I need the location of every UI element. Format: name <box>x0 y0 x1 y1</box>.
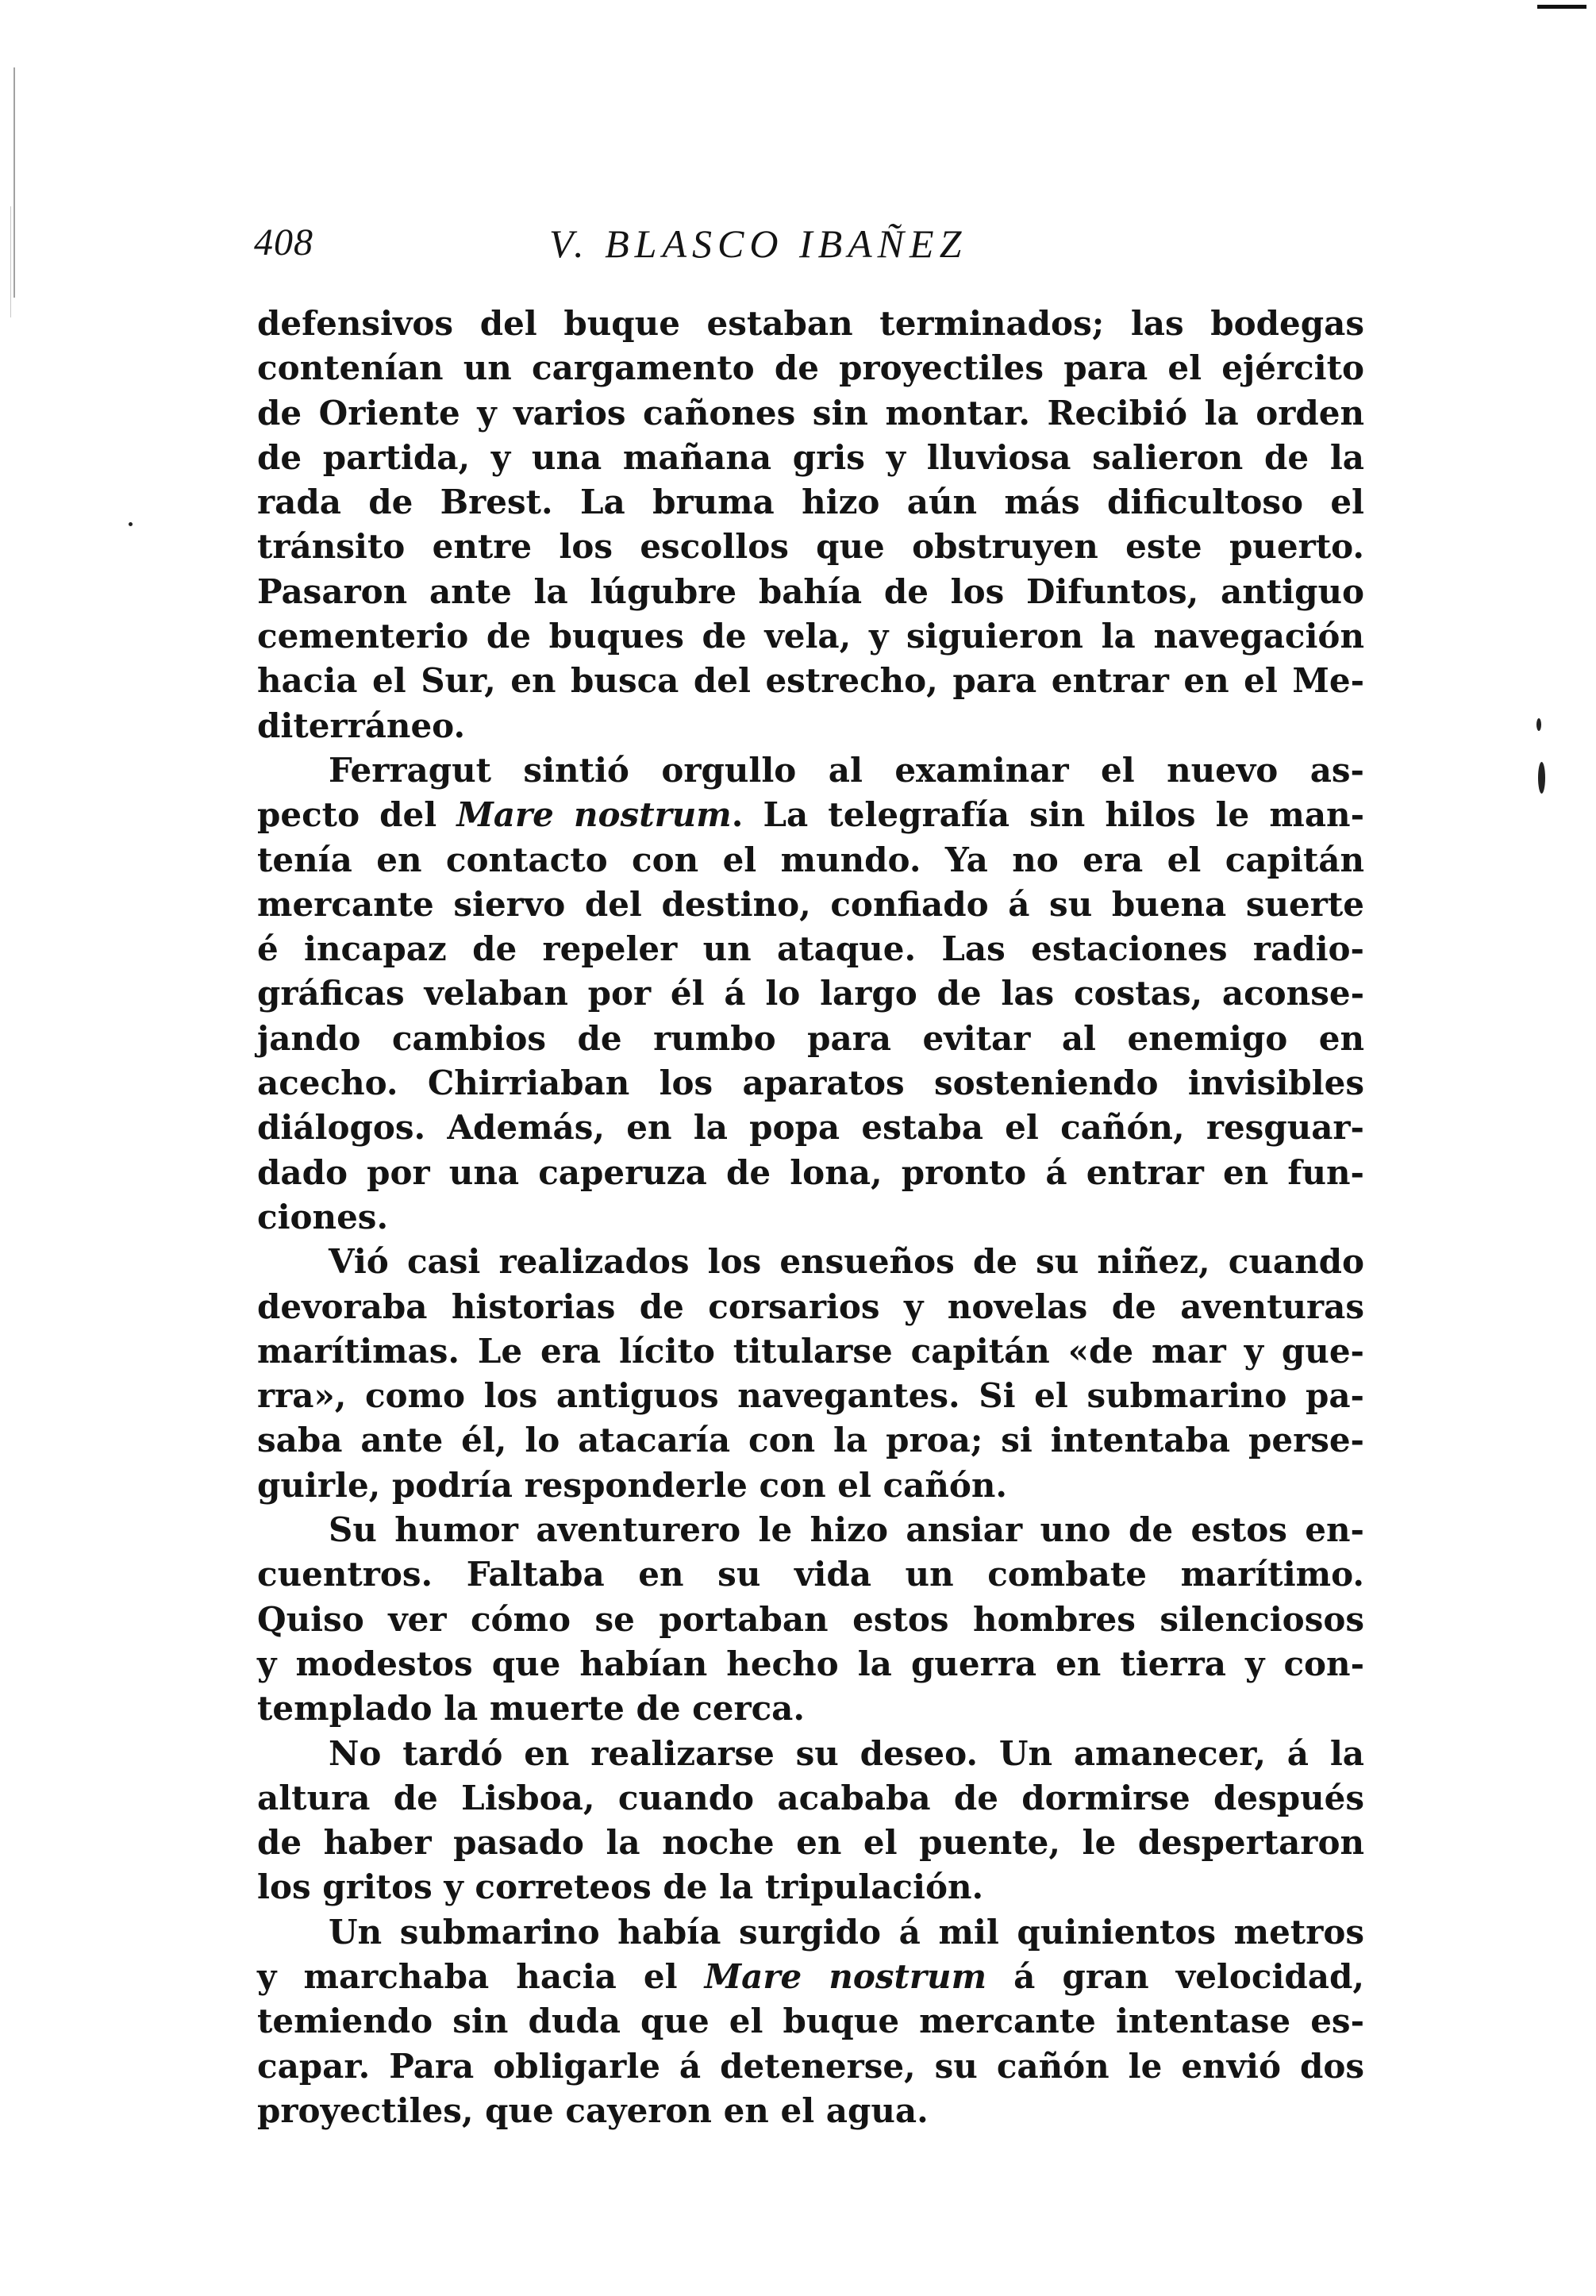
text-line: de partida, y una mañana gris y lluviosa salieron de la <box>257 437 1364 477</box>
text-line: ciones. <box>257 1197 389 1236</box>
scan-speck <box>129 522 133 526</box>
text-line: de haber pasado la noche en el puente, le despertaron <box>257 1823 1364 1863</box>
scan-speck <box>1536 718 1541 731</box>
text-line: de Oriente y varios cañones sin montar. Recibió la orden <box>257 393 1364 433</box>
text-line: Quiso ver cómo se portaban estos hombres silenciosos <box>257 1599 1364 1639</box>
page-number: 408 <box>254 221 313 263</box>
text-line: temiendo sin duda que el buque mercante intentase es- <box>257 2002 1364 2041</box>
text-line <box>257 793 1364 837</box>
text-line: hacia el Sur, en busca del estrecho, para entrar en el Me- <box>257 661 1364 701</box>
text-line: y modestos que habían hecho la guerra en tierra y con- <box>257 1644 1364 1683</box>
running-head: V. BLASCO IBAÑEZ <box>549 221 967 266</box>
scan-corner-mark <box>1537 5 1586 9</box>
text-line: acecho. Chirriaban los aparatos sosteniendo invisibles <box>257 1063 1364 1103</box>
text-line: Su humor aventurero le hizo ansiar uno de estos en- <box>329 1510 1364 1550</box>
text-line: Ferragut sintió orgullo al examinar el nuevo as- <box>329 750 1364 790</box>
text-line: saba ante él, lo atacaría con la proa; si intentaba perse- <box>257 1421 1364 1460</box>
italic-title: Mare nostrum <box>456 795 732 835</box>
text-segment: y marchaba hacia el <box>257 1956 705 1996</box>
text-line: rra», como los antiguos navegantes. Si el submarino pa- <box>257 1376 1364 1416</box>
text-line: guirle, podría responderle con el cañón. <box>257 1465 1008 1505</box>
text-line: templado la muerte de cerca. <box>257 1689 806 1729</box>
text-line: gráficas velaban por él á lo largo de las costas, aconse- <box>257 974 1364 1013</box>
text-line: capar. Para obligarle á detenerse, su cañón le envió dos <box>257 2046 1364 2086</box>
text-line: defensivos del buque estaban terminados; las bodegas <box>257 304 1364 343</box>
text-segment: á gran velocidad, <box>986 1956 1364 1996</box>
text-line: dado por una caperuza de lona, pronto á entrar en fun- <box>257 1152 1364 1192</box>
text-line <box>257 1955 1364 1999</box>
text-line: devoraba historias de corsarios y novelas de aventuras <box>257 1286 1364 1326</box>
scan-edge-line <box>13 67 15 298</box>
text-line: tránsito entre los escollos que obstruyen este puerto. <box>257 527 1364 567</box>
text-segment: pecto del <box>257 795 457 835</box>
text-line: jando cambios de rumbo para evitar al enemigo en <box>257 1018 1364 1058</box>
text-line: tenía en contacto con el mundo. Ya no era el capitán <box>257 840 1364 879</box>
body-text <box>257 302 1364 2133</box>
text-line: é incapaz de repeler un ataque. Las estaciones radio- <box>257 929 1364 969</box>
scan-edge-line <box>10 206 11 317</box>
text-line: cuentros. Faltaba en su vida un combate marítimo. <box>257 1555 1364 1594</box>
text-line: No tardó en realizarse su deseo. Un amanecer, á la <box>329 1733 1364 1773</box>
text-line: proyectiles, que cayeron en el agua. <box>257 2090 929 2130</box>
text-line: Vió casi realizados los ensueños de su niñez, cuando <box>329 1242 1364 1282</box>
scan-speck <box>1538 762 1545 794</box>
text-line: mercante siervo del destino, confiado á su buena suerte <box>257 884 1364 924</box>
text-line: diálogos. Además, en la popa estaba el cañón, resguar- <box>257 1108 1364 1148</box>
text-segment: . La telegrafía sin hilos le man- <box>731 795 1364 835</box>
italic-title: Mare nostrum <box>704 1956 987 1996</box>
text-line: Un submarino había surgido á mil quinientos metros <box>329 1912 1364 1952</box>
text-line: cementerio de buques de vela, y siguieron la navegación <box>257 617 1364 656</box>
page-header <box>254 221 1381 276</box>
text-line: diterráneo. <box>257 706 466 745</box>
text-line: Pasaron ante la lúgubre bahía de los Difuntos, antiguo <box>257 571 1364 611</box>
text-line: altura de Lisboa, cuando acababa de dormirse después <box>257 1778 1364 1817</box>
text-line: rada de Brest. La bruma hizo aún más dificultoso el <box>257 483 1364 522</box>
text-line: los gritos y correteos de la tripulación. <box>257 1867 984 1907</box>
text-line: marítimas. Le era lícito titularse capitán «de mar y gue- <box>257 1331 1364 1371</box>
text-line: contenían un cargamento de proyectiles para el ejército <box>257 348 1364 388</box>
